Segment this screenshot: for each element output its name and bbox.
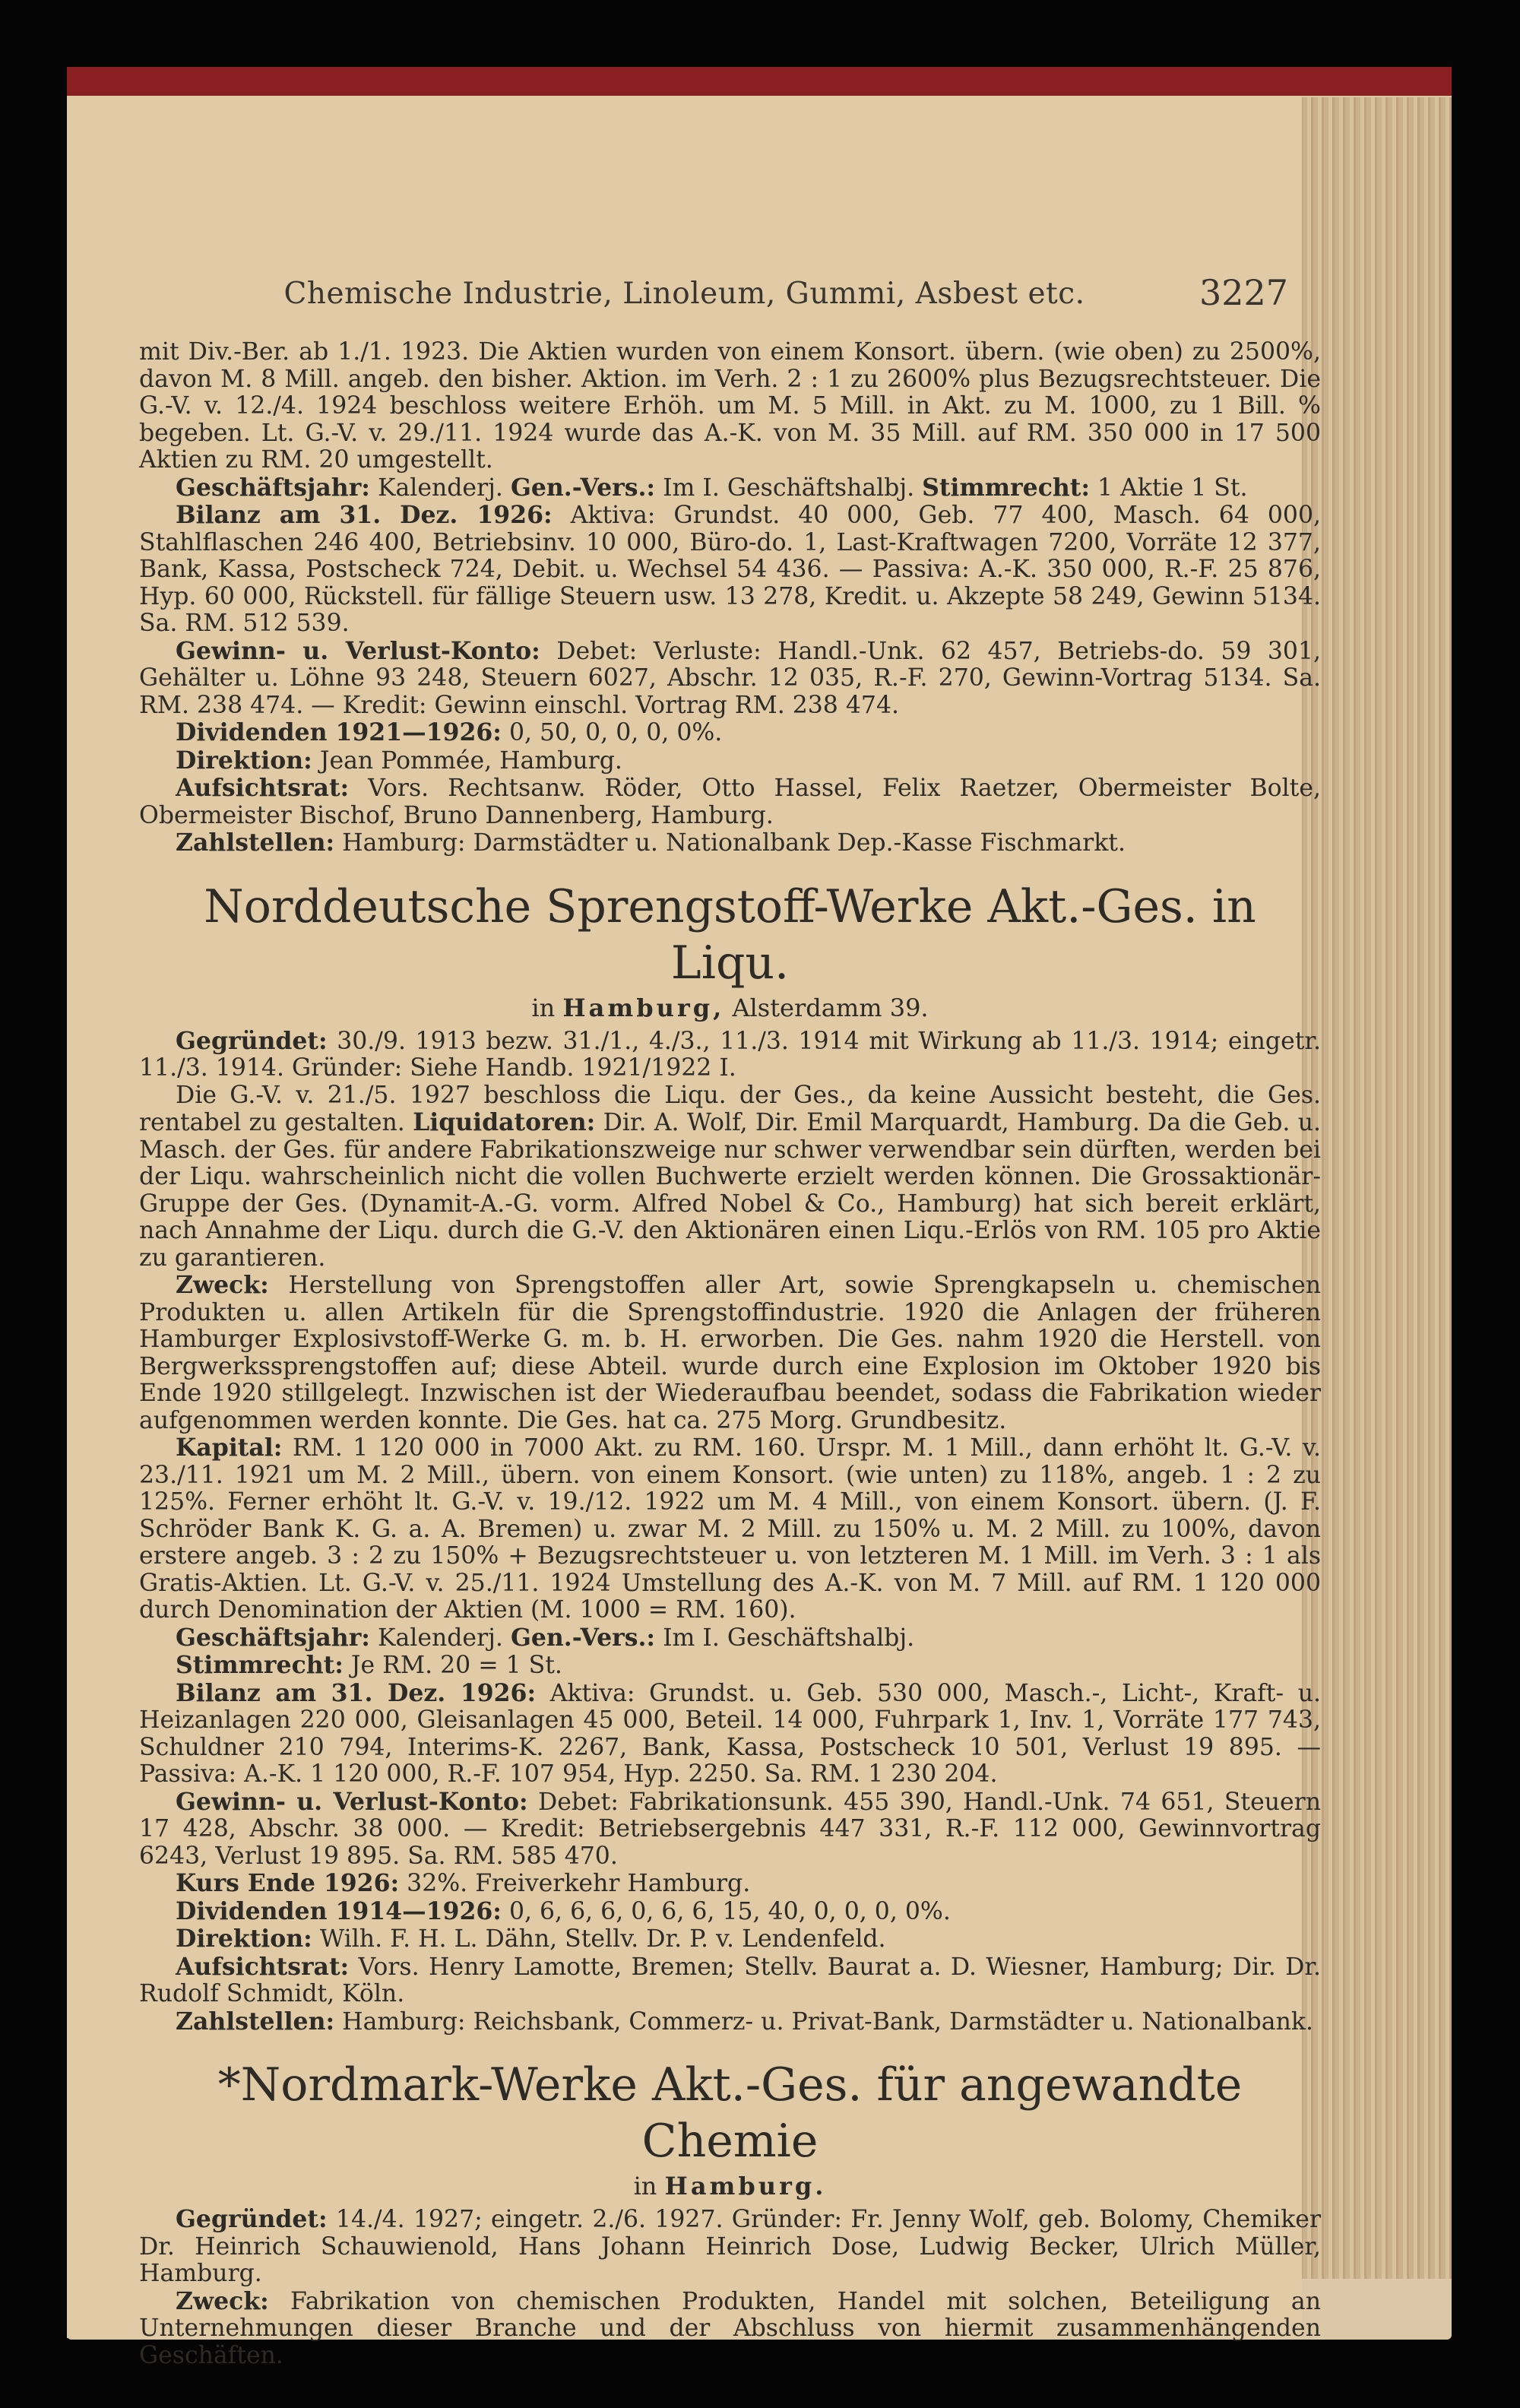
value: 14./4. 1927; eingetr. 2./6. 1927. Gründer: Fr. Jenny Wolf, geb. Bolomy, Chemiker Dr. Heinrich Schauwienold, Hans Johann Heinrich Dose, Ludwig Becker, Ulrich Müller, Hamburg. — [139, 2206, 1321, 2287]
entry3-zweck — [139, 2288, 1321, 2370]
entry2-kapital — [139, 1434, 1321, 1624]
label: Zahlstellen: — [176, 829, 335, 857]
entry3-gegruendet — [139, 2206, 1321, 2288]
entry1-capital-text: mit Div.-Ber. ab 1./1. 1923. Die Aktien wurden von einem Konsort. übern. (wie oben) zu 2500%, davon M. 8 Mill. angeb. den bisher. Aktion. im Verh. 2 : 1 zu 2600% plus Bezugsrechtsteuer. Die G.-V. v. 12./4. 1924 beschloss weitere Erhöh. um M. 5 Mill. in Akt. zu M. 1000, zu 1 Bill. % begeben. Lt. G.-V. v. 29./11. 1924 wurde das A.-K. von M. 35 Mill. auf RM. 350 000 in 17 500 Aktien zu RM. 20 umgestellt. — [139, 338, 1321, 474]
book-scan — [67, 67, 1452, 2369]
label: Gen.-Vers.: — [510, 1623, 656, 1652]
label: Gegründet: — [176, 1026, 328, 1055]
binding-band — [67, 67, 1452, 96]
entry2-gegruendet — [139, 1028, 1321, 1082]
label: Dividenden 1921—1926: — [176, 718, 502, 746]
label: Gen.-Vers.: — [510, 473, 656, 502]
label: Bilanz am 31. Dez. 1926: — [176, 1678, 537, 1707]
entry2-zahlstellen — [139, 2008, 1321, 2036]
label: Zweck: — [176, 2286, 269, 2315]
entry1-meta — [139, 474, 1321, 502]
address: Alsterdamm 39. — [732, 993, 929, 1022]
entry1-guv — [139, 638, 1321, 720]
location-prefix: in — [633, 2172, 657, 2200]
label: Gewinn- u. Verlust-Konto: — [176, 1787, 528, 1816]
label: Kurs Ende 1926: — [176, 1869, 400, 1897]
label: Direktion: — [176, 746, 312, 775]
value: Je RM. 20 = 1 St. — [350, 1652, 562, 1679]
value: 0, 6, 6, 6, 0, 6, 6, 15, 40, 0, 0, 0, 0%. — [508, 1897, 951, 1925]
entry2-guv — [139, 1789, 1321, 1871]
value: Fabrikation von chemischen Produkten, Handel mit solchen, Beteiligung an Unternehmungen dieser Branche und der Abschluss von hiermit zusammenhängenden Geschäften. — [139, 2287, 1321, 2369]
value: Hamburg: Darmstädter u. Nationalbank Dep.-Kasse Fischmarkt. — [342, 829, 1126, 857]
value: 0, 50, 0, 0, 0, 0%. — [508, 719, 723, 746]
label: Stimmrecht: — [176, 1651, 344, 1679]
value: Im I. Geschäftshalbj. — [663, 1624, 915, 1652]
entry2-aufsichtsrat — [139, 1953, 1321, 2008]
label: Gegründet: — [176, 2205, 328, 2233]
city: Hamburg. — [664, 2172, 827, 2200]
label: Bilanz am 31. Dez. 1926: — [176, 501, 553, 529]
value: Vors. Henry Lamotte, Bremen; Stellv. Baurat a. D. Wiesner, Hamburg; Dir. Dr. Rudolf Schmidt, Köln. — [139, 1953, 1322, 2007]
value: RM. 1 120 000 in 7000 Akt. zu RM. 160. Urspr. M. 1 Mill., dann erhöht lt. G.-V. v. 23./11. 1921 um M. 2 Mill., übern. von einem Konsort. (wie unten) zu 118%, angeb. 1 : 2 zu 125%. Ferner erhöht lt. G.-V. v. 19./12. 1922 um M. 4 Mill., von einem Konsort. übern. (J. F. Schröder Bank K. G. a. A. Bremen) u. zwar M. 2 Mill. zu 150% u. M. 2 Mill. zu 100%, davon erstere angeb. 3 : 2 zu 150% + Bezugsrechtsteuer u. von letzteren M. 1 Mill. im Verh. 3 : 1 als Gratis-Aktien. Lt. G.-V. v. 25./11. 1924 Umstellung des A.-K. von M. 7 Mill. auf RM. 1 120 000 durch Denomination der Aktien (M. 1000 = RM. 160). — [139, 1434, 1321, 1624]
value: Dir. A. Wolf, Dir. Emil Marquardt, Hamburg. Da die Geb. u. Masch. der Ges. für andere Fabrikationszweige nur schwer verwendbar sein dürften, werden bei der Liqu. wahrscheinlich nicht die vollen Buchwerte erzielt werden können. Die Grossaktionär-Gruppe der Ges. (Dynamit-A.-G. vorm. Alfred Nobel & Co., Hamburg) hat sich bereit erklärt, nach Annahme der Liqu. durch die G.-V. den Aktionären einen Liqu.-Erlös von RM. 105 pro Aktie zu garantieren. — [139, 1109, 1321, 1272]
city: Hamburg, — [562, 993, 725, 1022]
value: 1 Aktie 1 St. — [1097, 474, 1248, 502]
page-number: 3227 — [1199, 272, 1289, 313]
value: Aktiva: Grundst. 40 000, Geb. 77 400, Masch. 64 000, Stahlflaschen 246 400, Betriebsinv. 10 000, Büro-do. 1, Last-Kraftwagen 7200, Vorräte 12 377, Bank, Kassa, Postscheck 724, Debit. u. Wechsel 54 436. — Passiva: A.-K. 350 000, R.-F. 25 876, Hyp. 60 000, Rückstell. für fällige Steuern usw. 13 278, Kredit. u. Akzepte 58 249, Gewinn 5134. Sa. RM. 512 539. — [139, 502, 1322, 637]
running-title: Chemische Industrie, Linoleum, Gummi, Asbest etc. — [283, 277, 1085, 311]
label: Dividenden 1914—1926: — [176, 1896, 502, 1925]
label: Stimmrecht: — [922, 473, 1090, 502]
entry2-title: Norddeutsche Sprengstoff-Werke Akt.-Ges. in Liqu. — [204, 879, 1256, 990]
label: Zahlstellen: — [176, 2007, 335, 2036]
value: Kalenderj. — [377, 474, 503, 502]
text-column — [139, 339, 1321, 2369]
entry1-zahlstellen — [139, 829, 1321, 857]
value: Debet: Fabrikationsunk. 455 390, Handl.-Unk. 74 651, Steuern 17 428, Abschr. 38 000. — Kredit: Betriebsergebnis 447 331, R.-F. 112 000, Gewinnvortrag 6243, Verlust 19 895. Sa. RM. 585 470. — [139, 1788, 1321, 1870]
label: Liquidatoren: — [413, 1108, 596, 1136]
entry1-dividenden — [139, 719, 1321, 747]
entry1-bilanz — [139, 502, 1321, 638]
entry2-stimmrecht — [139, 1652, 1321, 1680]
value: Im I. Geschäftshalbj. — [663, 474, 915, 502]
value: 30./9. 1913 bezw. 31./1., 4./3., 11./3. 1914 mit Wirkung ab 11./3. 1914; eingetr. 11./3. 1914. Gründer: Siehe Handb. 1921/1922 I. — [139, 1027, 1322, 1082]
entry1-direktion — [139, 747, 1321, 775]
location-prefix: in — [531, 993, 556, 1022]
value: Herstellung von Sprengstoffen aller Art, sowie Sprengkapseln u. chemischen Produkten u. allen Artikeln für die Sprengstoffindustrie. 1920 die Anlagen der früheren Hamburger Explosivstoff-Werke G. m. b. H. erworben. Die Ges. nahm 1920 die Herstell. von Bergwerkssprengstoffen auf; diese Abteil. wurde durch eine Explosion im Oktober 1920 bis Ende 1920 stillgelegt. Inzwischen ist der Wiederaufbau beendet, sodass die Fabrikation wieder aufgenommen werden konnte. Die Ges. hat ca. 275 Morg. Grundbesitz. — [139, 1272, 1322, 1434]
value: Vors. Rechtsanw. Röder, Otto Hassel, Felix Raetzer, Obermeister Bolte, Obermeister Bischof, Bruno Dannenberg, Hamburg. — [139, 775, 1321, 829]
page — [67, 96, 1322, 2369]
entry3-title: *Nordmark-Werke Akt.-Ges. für angewandte Chemie — [217, 2058, 1243, 2168]
label: Gewinn- u. Verlust-Konto: — [176, 636, 540, 665]
value: 32%. Freiverkehr Hamburg. — [407, 1870, 751, 1897]
entry2-location — [139, 993, 1321, 1023]
value: Debet: Verluste: Handl.-Unk. 62 457, Betriebs-do. 59 301, Gehälter u. Löhne 93 248, Steuern 6027, Abschr. 12 035, R.-F. 270, Gewinn-Vortrag 5134. Sa. RM. 238 474. — Kredit: Gewinn einschl. Vortrag RM. 238 474. — [139, 637, 1322, 719]
label: Zweck: — [176, 1271, 269, 1299]
entry3-location — [139, 2171, 1321, 2201]
label: Aufsichtsrat: — [176, 774, 350, 802]
entry2-direktion — [139, 1925, 1321, 1953]
entry2-bilanz — [139, 1680, 1321, 1789]
value: Jean Pommée, Hamburg. — [319, 746, 622, 775]
label: Aufsichtsrat: — [176, 1952, 350, 1981]
value: Wilh. F. H. L. Dähn, Stellv. Dr. P. v. Lendenfeld. — [319, 1925, 886, 1953]
entry2-dividenden — [139, 1898, 1321, 1926]
entry2-meta — [139, 1624, 1321, 1652]
label: Direktion: — [176, 1925, 312, 1953]
value: Kalenderj. — [377, 1624, 503, 1652]
entry2-zweck — [139, 1272, 1321, 1434]
value: Hamburg: Reichsbank, Commerz- u. Privat-Bank, Darmstädter u. Nationalbank. — [342, 2007, 1313, 2036]
entry2-liquidation — [139, 1082, 1321, 1272]
label: Geschäftsjahr: — [176, 473, 370, 502]
entry1-aufsichtsrat — [139, 775, 1321, 829]
label: Geschäftsjahr: — [176, 1623, 370, 1652]
entry2-kurs — [139, 1870, 1321, 1898]
value: Aktiva: Grundst. u. Geb. 530 000, Masch.-, Licht-, Kraft- u. Heizanlagen 220 000, Gleisanlagen 45 000, Beteil. 14 000, Fuhrpark 1, Inv. 1, Vorräte 177 743, Schuldner 210 794, Interims-K. 2267, Bank, Kassa, Postscheck 10 501, Verlust 19 895. — Passiva: A.-K. 1 120 000, R.-F. 107 954, Hyp. 2250. Sa. RM. 1 230 204. — [139, 1679, 1322, 1788]
value: Die G.-V. v. 21./5. 1927 beschloss die Liqu. der Ges., da keine Aussicht besteht, die Ges. rentabel zu gestalten. — [139, 1081, 1321, 1136]
label: Kapital: — [176, 1434, 283, 1462]
